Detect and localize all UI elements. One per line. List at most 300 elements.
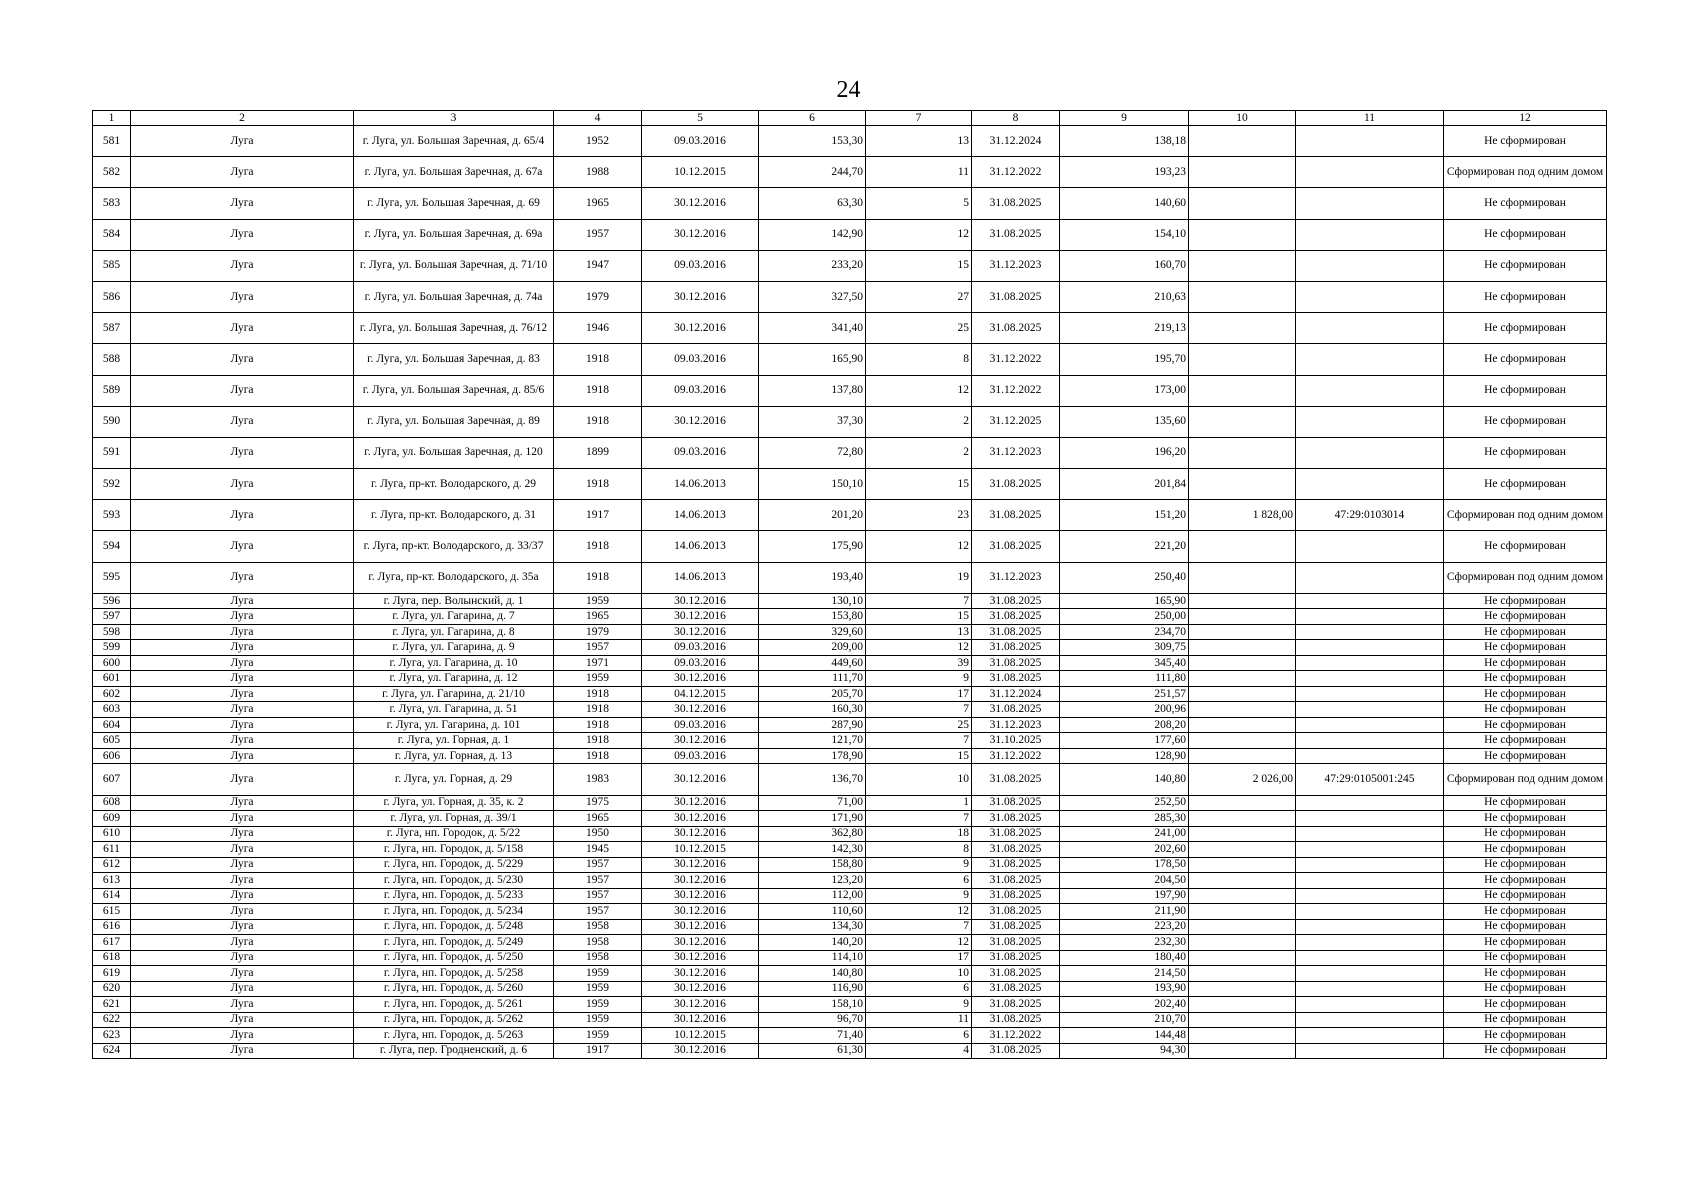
area-cell: 178,90 xyxy=(759,748,866,764)
row-number-cell: 597 xyxy=(93,609,131,625)
residents-cell: 8 xyxy=(866,344,972,375)
land-area-cell xyxy=(1189,531,1296,562)
cadastral-number-cell xyxy=(1296,313,1444,344)
table-row xyxy=(93,888,1607,904)
residents-cell: 13 xyxy=(866,624,972,640)
locality-cell: Луга xyxy=(131,997,354,1013)
table-row xyxy=(93,437,1607,468)
land-area-cell xyxy=(1189,717,1296,733)
locality-cell: Луга xyxy=(131,717,354,733)
land-area-cell xyxy=(1189,640,1296,656)
cost-cell: 195,70 xyxy=(1060,344,1189,375)
recognition-date-cell: 30.12.2016 xyxy=(642,188,759,219)
residents-cell: 2 xyxy=(866,437,972,468)
recognition-date-cell: 30.12.2016 xyxy=(642,997,759,1013)
locality-cell: Луга xyxy=(131,624,354,640)
address-cell: г. Луга, ул. Гагарина, д. 101 xyxy=(354,717,554,733)
land-area-cell xyxy=(1189,313,1296,344)
row-number-cell: 591 xyxy=(93,437,131,468)
land-area-cell xyxy=(1189,624,1296,640)
deadline-cell: 31.08.2025 xyxy=(972,997,1060,1013)
deadline-cell: 31.08.2025 xyxy=(972,655,1060,671)
year-built-cell: 1945 xyxy=(554,842,642,858)
address-cell: г. Луга, ул. Большая Заречная, д. 65/4 xyxy=(354,126,554,157)
recognition-date-cell: 14.06.2013 xyxy=(642,531,759,562)
land-area-cell xyxy=(1189,997,1296,1013)
land-area-cell xyxy=(1189,1012,1296,1028)
cadastral-number-cell xyxy=(1296,624,1444,640)
area-cell: 137,80 xyxy=(759,375,866,406)
area-cell: 71,40 xyxy=(759,1028,866,1044)
land-status-cell: Не сформирован xyxy=(1444,981,1607,997)
land-status-cell: Не сформирован xyxy=(1444,997,1607,1013)
year-built-cell: 1965 xyxy=(554,609,642,625)
deadline-cell: 31.08.2025 xyxy=(972,313,1060,344)
cost-cell: 135,60 xyxy=(1060,406,1189,437)
cadastral-number-cell xyxy=(1296,1043,1444,1059)
locality-cell: Луга xyxy=(131,842,354,858)
table-row xyxy=(93,188,1607,219)
cadastral-number-cell xyxy=(1296,157,1444,188)
locality-cell: Луга xyxy=(131,966,354,982)
land-status-cell: Не сформирован xyxy=(1444,842,1607,858)
land-area-cell xyxy=(1189,702,1296,718)
cost-cell: 214,50 xyxy=(1060,966,1189,982)
locality-cell: Луга xyxy=(131,811,354,827)
land-status-cell: Не сформирован xyxy=(1444,593,1607,609)
year-built-cell: 1918 xyxy=(554,686,642,702)
area-cell: 244,70 xyxy=(759,157,866,188)
recognition-date-cell: 30.12.2016 xyxy=(642,406,759,437)
cadastral-number-cell xyxy=(1296,702,1444,718)
land-area-cell xyxy=(1189,904,1296,920)
column-header: 5 xyxy=(642,111,759,126)
land-area-cell xyxy=(1189,655,1296,671)
recognition-date-cell: 30.12.2016 xyxy=(642,1043,759,1059)
page-number: 24 xyxy=(836,77,861,103)
row-number-cell: 599 xyxy=(93,640,131,656)
cadastral-number-cell xyxy=(1296,562,1444,593)
row-number-cell: 588 xyxy=(93,344,131,375)
residents-cell: 15 xyxy=(866,250,972,281)
land-status-cell: Не сформирован xyxy=(1444,281,1607,312)
land-status-cell: Не сформирован xyxy=(1444,624,1607,640)
area-cell: 201,20 xyxy=(759,500,866,531)
recognition-date-cell: 30.12.2016 xyxy=(642,624,759,640)
locality-cell: Луга xyxy=(131,686,354,702)
deadline-cell: 31.08.2025 xyxy=(972,609,1060,625)
recognition-date-cell: 30.12.2016 xyxy=(642,593,759,609)
row-number-cell: 603 xyxy=(93,702,131,718)
recognition-date-cell: 09.03.2016 xyxy=(642,126,759,157)
deadline-cell: 31.12.2022 xyxy=(972,748,1060,764)
recognition-date-cell: 09.03.2016 xyxy=(642,437,759,468)
locality-cell: Луга xyxy=(131,313,354,344)
area-cell: 110,60 xyxy=(759,904,866,920)
land-status-cell: Не сформирован xyxy=(1444,717,1607,733)
locality-cell: Луга xyxy=(131,748,354,764)
locality-cell: Луга xyxy=(131,919,354,935)
land-area-cell xyxy=(1189,1028,1296,1044)
table-row xyxy=(93,562,1607,593)
recognition-date-cell: 30.12.2016 xyxy=(642,811,759,827)
deadline-cell: 31.08.2025 xyxy=(972,531,1060,562)
recognition-date-cell: 30.12.2016 xyxy=(642,873,759,889)
residents-cell: 9 xyxy=(866,671,972,687)
residents-cell: 8 xyxy=(866,842,972,858)
row-number-cell: 624 xyxy=(93,1043,131,1059)
column-header: 1 xyxy=(93,111,131,126)
residents-cell: 9 xyxy=(866,857,972,873)
row-number-cell: 604 xyxy=(93,717,131,733)
area-cell: 71,00 xyxy=(759,795,866,811)
cost-cell: 197,90 xyxy=(1060,888,1189,904)
recognition-date-cell: 30.12.2016 xyxy=(642,826,759,842)
year-built-cell: 1918 xyxy=(554,717,642,733)
address-cell: г. Луга, ул. Большая Заречная, д. 71/10 xyxy=(354,250,554,281)
address-cell: г. Луга, нп. Городок, д. 5/248 xyxy=(354,919,554,935)
year-built-cell: 1918 xyxy=(554,531,642,562)
row-number-cell: 620 xyxy=(93,981,131,997)
address-cell: г. Луга, нп. Городок, д. 5/260 xyxy=(354,981,554,997)
table-row xyxy=(93,919,1607,935)
locality-cell: Луга xyxy=(131,764,354,795)
area-cell: 158,10 xyxy=(759,997,866,1013)
cost-cell: 208,20 xyxy=(1060,717,1189,733)
cost-cell: 144,48 xyxy=(1060,1028,1189,1044)
address-cell: г. Луга, нп. Городок, д. 5/263 xyxy=(354,1028,554,1044)
cost-cell: 193,23 xyxy=(1060,157,1189,188)
area-cell: 175,90 xyxy=(759,531,866,562)
deadline-cell: 31.12.2022 xyxy=(972,375,1060,406)
row-number-cell: 593 xyxy=(93,500,131,531)
row-number-cell: 601 xyxy=(93,671,131,687)
cadastral-number-cell xyxy=(1296,640,1444,656)
table-row xyxy=(93,671,1607,687)
cost-cell: 285,30 xyxy=(1060,811,1189,827)
deadline-cell: 31.08.2025 xyxy=(972,873,1060,889)
year-built-cell: 1917 xyxy=(554,1043,642,1059)
area-cell: 209,00 xyxy=(759,640,866,656)
cost-cell: 250,00 xyxy=(1060,609,1189,625)
area-cell: 165,90 xyxy=(759,344,866,375)
locality-cell: Луга xyxy=(131,500,354,531)
recognition-date-cell: 30.12.2016 xyxy=(642,219,759,250)
recognition-date-cell: 09.03.2016 xyxy=(642,344,759,375)
area-cell: 61,30 xyxy=(759,1043,866,1059)
year-built-cell: 1959 xyxy=(554,671,642,687)
table-row xyxy=(93,795,1607,811)
deadline-cell: 31.08.2025 xyxy=(972,500,1060,531)
table-row xyxy=(93,126,1607,157)
address-cell: г. Луга, ул. Большая Заречная, д. 120 xyxy=(354,437,554,468)
column-header: 7 xyxy=(866,111,972,126)
cadastral-number-cell xyxy=(1296,655,1444,671)
cost-cell: 138,18 xyxy=(1060,126,1189,157)
locality-cell: Луга xyxy=(131,469,354,500)
recognition-date-cell: 10.12.2015 xyxy=(642,1028,759,1044)
table-row xyxy=(93,842,1607,858)
row-number-cell: 608 xyxy=(93,795,131,811)
recognition-date-cell: 30.12.2016 xyxy=(642,904,759,920)
table-row xyxy=(93,593,1607,609)
cost-cell: 223,20 xyxy=(1060,919,1189,935)
area-cell: 341,40 xyxy=(759,313,866,344)
row-number-cell: 592 xyxy=(93,469,131,500)
land-area-cell xyxy=(1189,981,1296,997)
address-cell: г. Луга, ул. Горная, д. 35, к. 2 xyxy=(354,795,554,811)
residents-cell: 12 xyxy=(866,935,972,951)
year-built-cell: 1918 xyxy=(554,733,642,749)
address-cell: г. Луга, ул. Гагарина, д. 9 xyxy=(354,640,554,656)
row-number-cell: 594 xyxy=(93,531,131,562)
deadline-cell: 31.08.2025 xyxy=(972,764,1060,795)
recognition-date-cell: 30.12.2016 xyxy=(642,935,759,951)
land-status-cell: Не сформирован xyxy=(1444,702,1607,718)
locality-cell: Луга xyxy=(131,437,354,468)
land-status-cell: Не сформирован xyxy=(1444,686,1607,702)
table-row xyxy=(93,531,1607,562)
locality-cell: Луга xyxy=(131,562,354,593)
deadline-cell: 31.08.2025 xyxy=(972,919,1060,935)
row-number-cell: 617 xyxy=(93,935,131,951)
table-row xyxy=(93,733,1607,749)
cadastral-number-cell xyxy=(1296,406,1444,437)
land-status-cell: Не сформирован xyxy=(1444,219,1607,250)
locality-cell: Луга xyxy=(131,826,354,842)
row-number-cell: 600 xyxy=(93,655,131,671)
address-cell: г. Луга, ул. Большая Заречная, д. 69а xyxy=(354,219,554,250)
land-status-cell: Не сформирован xyxy=(1444,904,1607,920)
locality-cell: Луга xyxy=(131,981,354,997)
cost-cell: 211,90 xyxy=(1060,904,1189,920)
land-status-cell: Не сформирован xyxy=(1444,313,1607,344)
deadline-cell: 31.08.2025 xyxy=(972,950,1060,966)
land-status-cell: Сформирован под одним домом xyxy=(1444,157,1607,188)
area-cell: 171,90 xyxy=(759,811,866,827)
land-status-cell: Не сформирован xyxy=(1444,1028,1607,1044)
cost-cell: 178,50 xyxy=(1060,857,1189,873)
table-row xyxy=(93,686,1607,702)
table-row xyxy=(93,219,1607,250)
address-cell: г. Луга, ул. Большая Заречная, д. 89 xyxy=(354,406,554,437)
deadline-cell: 31.08.2025 xyxy=(972,888,1060,904)
recognition-date-cell: 30.12.2016 xyxy=(642,857,759,873)
locality-cell: Луга xyxy=(131,950,354,966)
locality-cell: Луга xyxy=(131,795,354,811)
table-row xyxy=(93,157,1607,188)
cadastral-number-cell xyxy=(1296,842,1444,858)
residents-cell: 13 xyxy=(866,126,972,157)
year-built-cell: 1947 xyxy=(554,250,642,281)
year-built-cell: 1959 xyxy=(554,1028,642,1044)
deadline-cell: 31.08.2025 xyxy=(972,219,1060,250)
area-cell: 134,30 xyxy=(759,919,866,935)
deadline-cell: 31.08.2025 xyxy=(972,935,1060,951)
year-built-cell: 1918 xyxy=(554,469,642,500)
cost-cell: 180,40 xyxy=(1060,950,1189,966)
table-row xyxy=(93,1028,1607,1044)
residents-cell: 25 xyxy=(866,717,972,733)
address-cell: г. Луга, ул. Горная, д. 1 xyxy=(354,733,554,749)
table-row xyxy=(93,966,1607,982)
deadline-cell: 31.08.2025 xyxy=(972,981,1060,997)
recognition-date-cell: 09.03.2016 xyxy=(642,640,759,656)
table-row xyxy=(93,748,1607,764)
residents-cell: 15 xyxy=(866,469,972,500)
address-cell: г. Луга, ул. Большая Заречная, д. 83 xyxy=(354,344,554,375)
row-number-cell: 614 xyxy=(93,888,131,904)
land-status-cell: Не сформирован xyxy=(1444,935,1607,951)
address-cell: г. Луга, пер. Волынский, д. 1 xyxy=(354,593,554,609)
address-cell: г. Луга, нп. Городок, д. 5/22 xyxy=(354,826,554,842)
row-number-cell: 616 xyxy=(93,919,131,935)
table-row xyxy=(93,826,1607,842)
year-built-cell: 1899 xyxy=(554,437,642,468)
land-area-cell xyxy=(1189,686,1296,702)
cadastral-number-cell xyxy=(1296,950,1444,966)
land-status-cell: Не сформирован xyxy=(1444,406,1607,437)
table-row xyxy=(93,997,1607,1013)
cost-cell: 202,40 xyxy=(1060,997,1189,1013)
cadastral-number-cell xyxy=(1296,531,1444,562)
cadastral-number-cell xyxy=(1296,219,1444,250)
address-cell: г. Луга, пр-кт. Володарского, д. 33/37 xyxy=(354,531,554,562)
cost-cell: 204,50 xyxy=(1060,873,1189,889)
residents-cell: 15 xyxy=(866,748,972,764)
residents-cell: 7 xyxy=(866,733,972,749)
row-number-cell: 583 xyxy=(93,188,131,219)
deadline-cell: 31.08.2025 xyxy=(972,188,1060,219)
cadastral-number-cell xyxy=(1296,811,1444,827)
year-built-cell: 1971 xyxy=(554,655,642,671)
land-area-cell xyxy=(1189,562,1296,593)
column-header: 11 xyxy=(1296,111,1444,126)
cadastral-number-cell xyxy=(1296,981,1444,997)
recognition-date-cell: 30.12.2016 xyxy=(642,281,759,312)
year-built-cell: 1979 xyxy=(554,624,642,640)
year-built-cell: 1958 xyxy=(554,935,642,951)
cadastral-number-cell xyxy=(1296,126,1444,157)
cadastral-number-cell xyxy=(1296,857,1444,873)
column-header: 4 xyxy=(554,111,642,126)
address-cell: г. Луга, пер. Гродненский, д. 6 xyxy=(354,1043,554,1059)
residents-cell: 9 xyxy=(866,997,972,1013)
land-area-cell: 1 828,00 xyxy=(1189,500,1296,531)
residents-cell: 7 xyxy=(866,702,972,718)
land-area-cell xyxy=(1189,950,1296,966)
residents-cell: 6 xyxy=(866,981,972,997)
land-area-cell xyxy=(1189,437,1296,468)
cost-cell: 140,60 xyxy=(1060,188,1189,219)
table-row xyxy=(93,935,1607,951)
recognition-date-cell: 14.06.2013 xyxy=(642,469,759,500)
land-status-cell: Не сформирован xyxy=(1444,950,1607,966)
cost-cell: 251,57 xyxy=(1060,686,1189,702)
deadline-cell: 31.08.2025 xyxy=(972,281,1060,312)
table-row xyxy=(93,375,1607,406)
row-number-cell: 622 xyxy=(93,1012,131,1028)
land-area-cell xyxy=(1189,935,1296,951)
row-number-cell: 598 xyxy=(93,624,131,640)
area-cell: 449,60 xyxy=(759,655,866,671)
year-built-cell: 1965 xyxy=(554,811,642,827)
land-status-cell: Сформирован под одним домом xyxy=(1444,562,1607,593)
cost-cell: 210,70 xyxy=(1060,1012,1189,1028)
year-built-cell: 1957 xyxy=(554,888,642,904)
cadastral-number-cell xyxy=(1296,935,1444,951)
land-area-cell xyxy=(1189,281,1296,312)
cadastral-number-cell xyxy=(1296,997,1444,1013)
row-number-cell: 610 xyxy=(93,826,131,842)
table-row xyxy=(93,904,1607,920)
residents-cell: 17 xyxy=(866,686,972,702)
deadline-cell: 31.12.2023 xyxy=(972,250,1060,281)
address-cell: г. Луга, ул. Гагарина, д. 12 xyxy=(354,671,554,687)
land-area-cell xyxy=(1189,748,1296,764)
row-number-cell: 621 xyxy=(93,997,131,1013)
cost-cell: 219,13 xyxy=(1060,313,1189,344)
cost-cell: 196,20 xyxy=(1060,437,1189,468)
table-row xyxy=(93,764,1607,795)
year-built-cell: 1959 xyxy=(554,966,642,982)
column-number-row xyxy=(93,111,1607,126)
area-cell: 329,60 xyxy=(759,624,866,640)
deadline-cell: 31.08.2025 xyxy=(972,671,1060,687)
land-status-cell: Не сформирован xyxy=(1444,531,1607,562)
residents-cell: 25 xyxy=(866,313,972,344)
deadline-cell: 31.10.2025 xyxy=(972,733,1060,749)
land-area-cell xyxy=(1189,126,1296,157)
cost-cell: 128,90 xyxy=(1060,748,1189,764)
deadline-cell: 31.08.2025 xyxy=(972,842,1060,858)
area-cell: 160,30 xyxy=(759,702,866,718)
area-cell: 130,10 xyxy=(759,593,866,609)
year-built-cell: 1946 xyxy=(554,313,642,344)
residents-cell: 12 xyxy=(866,640,972,656)
deadline-cell: 31.08.2025 xyxy=(972,857,1060,873)
locality-cell: Луга xyxy=(131,157,354,188)
land-area-cell xyxy=(1189,188,1296,219)
land-status-cell: Не сформирован xyxy=(1444,671,1607,687)
year-built-cell: 1918 xyxy=(554,344,642,375)
land-status-cell: Не сформирован xyxy=(1444,655,1607,671)
year-built-cell: 1952 xyxy=(554,126,642,157)
row-number-cell: 589 xyxy=(93,375,131,406)
cadastral-number-cell xyxy=(1296,375,1444,406)
cadastral-number-cell xyxy=(1296,717,1444,733)
area-cell: 327,50 xyxy=(759,281,866,312)
row-number-cell: 590 xyxy=(93,406,131,437)
address-cell: г. Луга, нп. Городок, д. 5/230 xyxy=(354,873,554,889)
land-area-cell xyxy=(1189,593,1296,609)
address-cell: г. Луга, пр-кт. Володарского, д. 29 xyxy=(354,469,554,500)
land-status-cell: Сформирован под одним домом xyxy=(1444,500,1607,531)
table-row xyxy=(93,469,1607,500)
recognition-date-cell: 30.12.2016 xyxy=(642,795,759,811)
column-header: 9 xyxy=(1060,111,1189,126)
cadastral-number-cell xyxy=(1296,609,1444,625)
land-area-cell xyxy=(1189,888,1296,904)
address-cell: г. Луга, ул. Гагарина, д. 8 xyxy=(354,624,554,640)
residents-cell: 7 xyxy=(866,919,972,935)
table-row xyxy=(93,857,1607,873)
recognition-date-cell: 09.03.2016 xyxy=(642,250,759,281)
locality-cell: Луга xyxy=(131,1043,354,1059)
area-cell: 72,80 xyxy=(759,437,866,468)
housing-table xyxy=(92,110,1607,1059)
address-cell: г. Луга, пр-кт. Володарского, д. 31 xyxy=(354,500,554,531)
